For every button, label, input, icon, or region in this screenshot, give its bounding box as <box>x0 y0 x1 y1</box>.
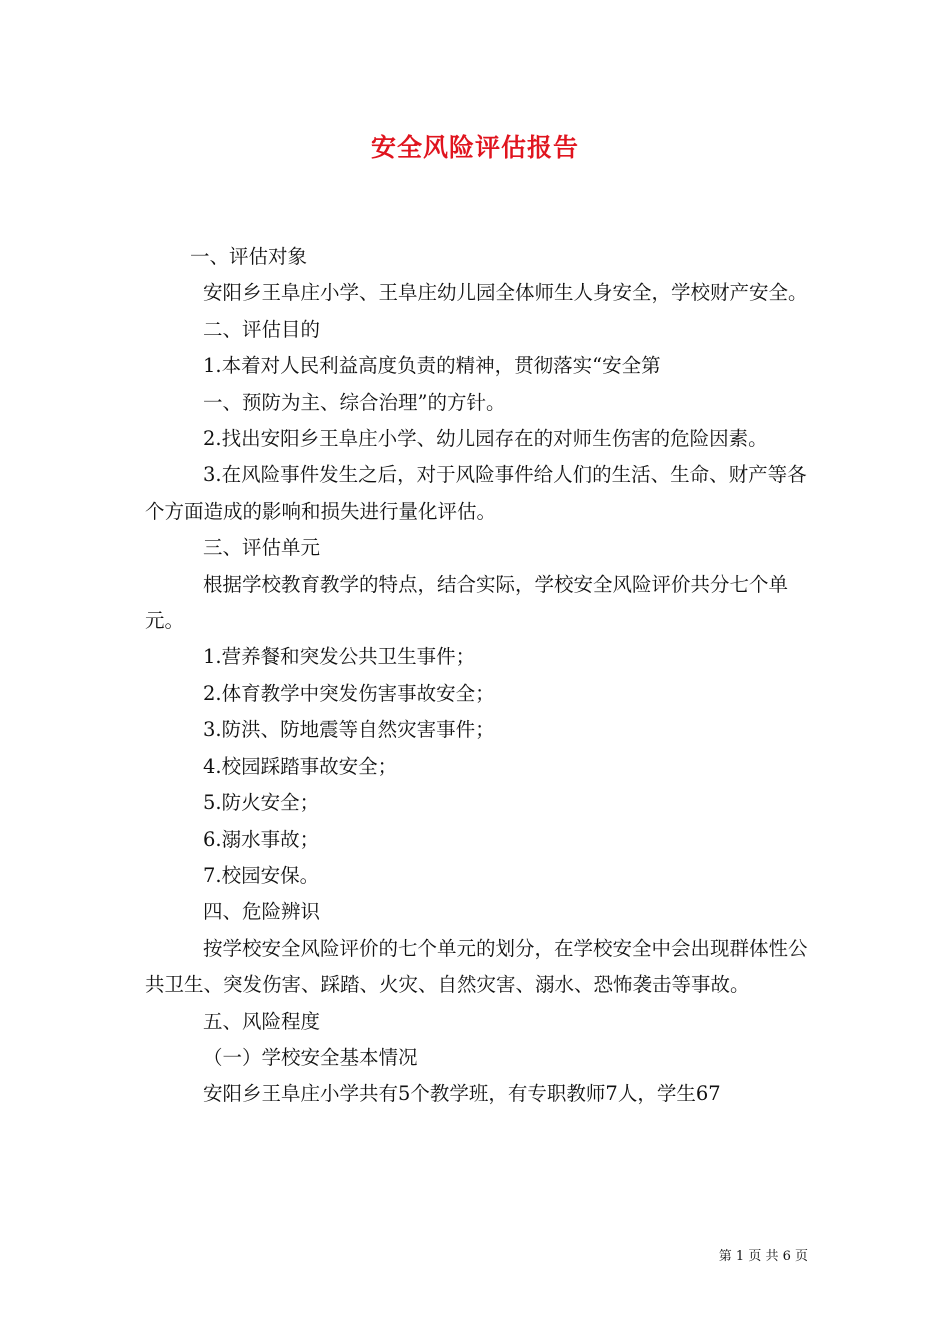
paragraph: 安阳乡王阜庄小学共有5个教学班，有专职教师7人，学生67 <box>203 1082 721 1106</box>
paragraph: 一、预防为主、综合治理”的方针。 <box>203 390 506 414</box>
paragraph: 根据学校教育教学的特点，结合实际，学校安全风险评价共分七个单元。 <box>145 572 789 633</box>
paragraph: 按学校安全风险评价的七个单元的划分，在学校安全中会出现群体性公共卫生、突发伤害、踩踏、火灾、自然灾害、溺水、恐怖袭击等事故。 <box>145 936 808 997</box>
paragraph: 1.营养餐和突发公共卫生事件； <box>203 645 476 669</box>
paragraph: 3.防洪、防地震等自然灾害事件； <box>203 718 495 742</box>
paragraph: 3.在风险事件发生之后，对于风险事件给人们的生活、生命、财产等各个方面造成的影响和损失进行量化评估。 <box>145 463 807 523</box>
paragraph: 2.体育教学中突发伤害事故安全； <box>203 681 495 705</box>
page-footer: 第 1 页 共 6 页 <box>718 1249 808 1264</box>
paragraph: 6.溺水事故； <box>203 827 320 851</box>
paragraph: 二、评估目的 <box>203 317 321 341</box>
paragraph: 五、风险程度 <box>203 1009 321 1033</box>
paragraph: 1.本着对人民利益高度负责的精神，贯彻落实“安全第 <box>203 354 661 378</box>
document-body <box>145 239 810 1113</box>
paragraph: （一）学校安全基本情况 <box>203 1045 418 1069</box>
paragraph: 三、评估单元 <box>203 536 321 560</box>
paragraph: 4.校园踩踏事故安全； <box>203 754 398 778</box>
paragraph: 一、评估对象 <box>190 245 308 268</box>
paragraph: 安阳乡王阜庄小学、王阜庄幼儿园全体师生人身安全，学校财产安全。 <box>203 281 808 305</box>
paragraph: 7.校园安保。 <box>203 863 320 887</box>
paragraph: 2.找出安阳乡王阜庄小学、幼儿园存在的对师生伤害的危险因素。 <box>203 427 768 451</box>
document-title: 安全风险评估报告 <box>370 133 579 162</box>
paragraph: 5.防火安全； <box>203 791 320 815</box>
paragraph: 四、危险辨识 <box>203 900 321 924</box>
